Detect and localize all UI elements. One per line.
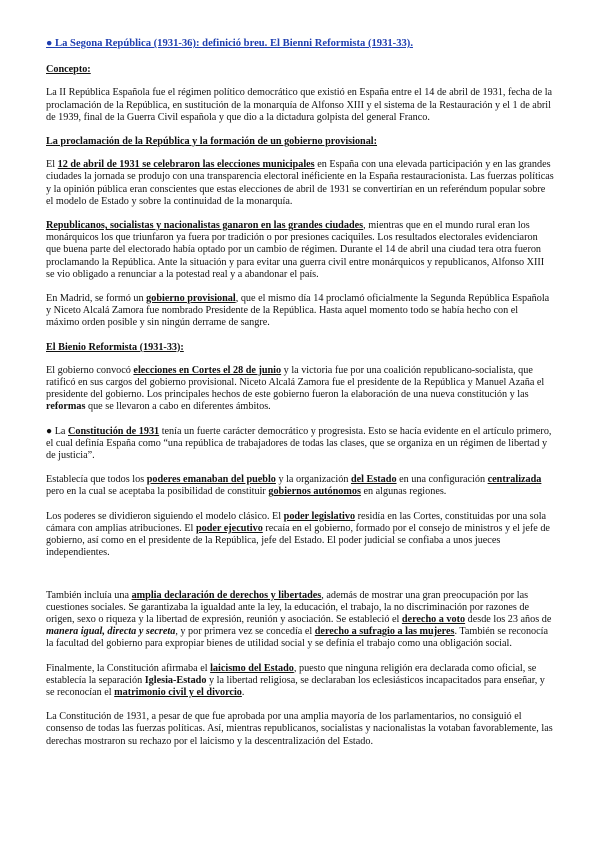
concept-heading: Concepto:: [46, 64, 91, 76]
paragraph-elections: El 12 de abril de 1931 se celebraron las elecciones municipales en España con una elevada participación y en las grandes ciudades la jornada se produjo con una transparencia electoral inéficiente en la España restauracionista. Las fuerzas políticas y la opinión pública eran conscientes que estas elecciones de abril de 1931 se convertirían en un referéndum popular sobre el modelo de Estado y sobre la continuidad de la monarquía.: [46, 159, 554, 207]
paragraph-republicans: Republicanos, socialistas y nacionalistas ganaron en las grandes ciudades, mientras que en el mundo rural eran los monárquicos los que triunfaron ya fuera por tradición o por presiones caciquiles. Los resultados electorales evidenciaron que buena parte del electorado había optado por un cambio de régimen. Durante el 14 de abril una ciudad tera otra fueron proclamando la República. Ante la situación y para evitar una guerra civil entre monárquicos y republicanos, Alfonso XIII se vio obligado a renunciar a la potestad real y a abandonar el país.: [46, 220, 545, 280]
paragraph-rights: También incluía una amplia declaración de derechos y libertades, además de mostrar una gran preocupación por las cuestiones sociales. Se garantizaba la igualdad ante la ley, la educación, el trabajo, la no discriminación por razones de origen, sexo o riqueza y la libertad de expresión, reunión y asociación. Se estableció el derecho a voto desde los 23 años de manera igual, directa y secreta, y por primera vez se concedía el derecho a sufragio a las mujeres. También se reconocía la facultad del gobierno para expropiar bienes de utilidad social y se definía el trabajo como una obligación social.: [46, 589, 552, 650]
paragraph-secularism: Finalmente, la Constitución afirmaba el laicismo del Estado, puesto que ninguna religión era declarada como oficial, se establecía la separación Iglesia-Estado y la libertad religiosa, se declaraban los eclesiásticos incapacitados para enseñar, y se reconocían el matrimonio civil y el divorcio.: [46, 662, 545, 698]
paragraph-provisional-government: En Madrid, se formó un gobierno provisional, que el mismo día 14 proclamó oficialmente la Segunda República Española y Niceto Alcalá Zamora fue nombrado Presidente de la República. Hasta aquel momento todo se había hecho con el máximo orden posible y sin ningún derrame de sangre.: [46, 293, 550, 329]
bienio-heading: El Bienio Reformista (1931-33):: [46, 341, 184, 353]
paragraph-consensus: La Constitución de 1931, a pesar de que fue aprobada por una amplia mayoría de los parlamentarios, no consiguió el consenso de todas las fuerzas políticas. Así, mientras republicanos, socialistas y nacionalistas la votaban favorablemente, las derechas mostraron su rechazo por el laicismo y la descentralización del Estado.: [46, 711, 553, 747]
spacer: [46, 572, 554, 590]
paragraph-powers-origin: Establecía que todos los poderes emanaban del pueblo y la organización del Estado en una configuración centralizada pero en la cual se aceptaba la posibilidad de constituir gobiernos autónomos en algunas regiones.: [46, 474, 542, 498]
concept-paragraph: La II República Española fue el régimen político democrático que existió en España entre el 14 de abril de 1931, fecha de la proclamación de la República, en sustitución de la monarquía de Alfonso XIII y el sistema de la Restauración y el 1 de abril de 1939, final de la Guerra Civil española y que dio a la dictadura golpista del general Franco.: [46, 87, 553, 123]
document-title: ● La Segona República (1931-36): definició breu. El Bienni Reformista (1931-33).: [46, 38, 413, 49]
paragraph-cortes-elections: El gobierno convocó elecciones en Cortes el 28 de junio y la victoria fue por una coalición republicano-socialista, que ratificó en sus cargos del gobierno provisional. Niceto Alcalá Zamora fue el presidente de la República y Manuel Azaña el presidente del gobierno. Los principales hechos de este gobierno fueron la elaboración de una nueva constitución y las reformas que se llevaron a cabo en diferentes ámbitos.: [46, 364, 545, 413]
paragraph-constitution: ● La Constitución de 1931 tenía un fuerte carácter democrático y progresista. Esto se hacía evidente en el artículo primero, el cual definía España como “una república de trabajadores de todas las clases, que se organiza en un régimen de libertad y de justicia”.: [46, 425, 552, 462]
proclamation-heading: La proclamación de la República y la formación de un gobierno provisional:: [46, 136, 378, 148]
paragraph-division-of-powers: Los poderes se dividieron siguiendo el modelo clásico. El poder legislativo residía en las Cortes, constituidas por una sola cámara con amplias atribuciones. El poder ejecutivo recaía en el gobierno, formado por el consejo de ministros y el jefe de gobierno, así como en el presidente de la República, jefe del Estado. El poder judicial se confiaba a unos jueces independientes.: [46, 510, 550, 559]
